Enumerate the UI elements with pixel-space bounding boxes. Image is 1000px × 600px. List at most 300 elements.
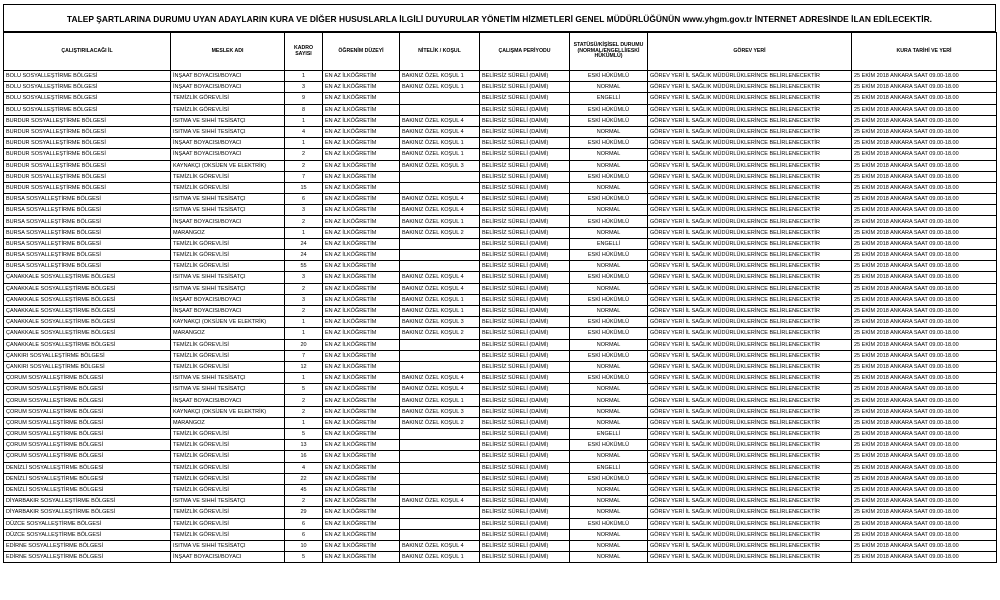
cell-kadro: 1 <box>285 328 323 339</box>
cell-gorev-yeri: GÖREV YERİ İL SAĞLIK MÜDÜRLÜKLERİNCE BELİRLENECEKTİR <box>648 194 852 205</box>
cell-statu: ESKİ HÜKÜMLÜ <box>570 138 648 149</box>
cell-kura: 25 EKİM 2018 ANKARA SAAT 09.00-18.00 <box>852 305 997 316</box>
cell-statu: ESKİ HÜKÜMLÜ <box>570 294 648 305</box>
cell-meslek: TEMİZLİK GÖREVLİSİ <box>171 182 285 193</box>
table-body <box>4 71 997 563</box>
cell-gorev-yeri: GÖREV YERİ İL SAĞLIK MÜDÜRLÜKLERİNCE BELİRLENECEKTİR <box>648 350 852 361</box>
cell-kura: 25 EKİM 2018 ANKARA SAAT 09.00-18.00 <box>852 384 997 395</box>
cell-ogrenim: EN AZ İLKÖĞRETİM <box>323 395 400 406</box>
cell-periyot: BELİRSİZ SÜRELİ (DAİMİ) <box>480 417 570 428</box>
header-ogrenim: ÖĞRENİM DÜZEYİ <box>323 33 400 71</box>
cell-il: ÇORUM SOSYALLEŞTİRME BÖLGESİ <box>4 406 171 417</box>
cell-gorev-yeri: GÖREV YERİ İL SAĞLIK MÜDÜRLÜKLERİNCE BELİRLENECEKTİR <box>648 540 852 551</box>
cell-statu: ESKİ HÜKÜMLÜ <box>570 104 648 115</box>
cell-statu: NORMAL <box>570 484 648 495</box>
cell-kura: 25 EKİM 2018 ANKARA SAAT 09.00-18.00 <box>852 149 997 160</box>
cell-kadro: 2 <box>285 395 323 406</box>
cell-ogrenim: EN AZ İLKÖĞRETİM <box>323 552 400 563</box>
cell-kura: 25 EKİM 2018 ANKARA SAAT 09.00-18.00 <box>852 429 997 440</box>
cell-nitelik: BAKINIZ ÖZEL KOŞUL 3 <box>400 406 480 417</box>
cell-gorev-yeri: GÖREV YERİ İL SAĞLIK MÜDÜRLÜKLERİNCE BELİRLENECEKTİR <box>648 115 852 126</box>
cell-il: ÇORUM SOSYALLEŞTİRME BÖLGESİ <box>4 395 171 406</box>
cell-kura: 25 EKİM 2018 ANKARA SAAT 09.00-18.00 <box>852 484 997 495</box>
cell-meslek: MARANGOZ <box>171 417 285 428</box>
cell-il: ÇANKIRI SOSYALLEŞTİRME BÖLGESİ <box>4 361 171 372</box>
table-row <box>4 171 997 182</box>
cell-il: DENİZLİ SOSYALLEŞTİRME BÖLGESİ <box>4 473 171 484</box>
cell-ogrenim: EN AZ İLKÖĞRETİM <box>323 82 400 93</box>
cell-periyot: BELİRSİZ SÜRELİ (DAİMİ) <box>480 496 570 507</box>
cell-nitelik: BAKINIZ ÖZEL KOŞUL 4 <box>400 126 480 137</box>
cell-statu: ENGELLİ <box>570 462 648 473</box>
cell-periyot: BELİRSİZ SÜRELİ (DAİMİ) <box>480 283 570 294</box>
table-row <box>4 104 997 115</box>
cell-statu: NORMAL <box>570 160 648 171</box>
cell-kadro: 5 <box>285 552 323 563</box>
cell-nitelik: BAKINIZ ÖZEL KOŞUL 4 <box>400 205 480 216</box>
cell-ogrenim: EN AZ İLKÖĞRETİM <box>323 406 400 417</box>
cell-ogrenim: EN AZ İLKÖĞRETİM <box>323 417 400 428</box>
cell-kura: 25 EKİM 2018 ANKARA SAAT 09.00-18.00 <box>852 361 997 372</box>
cell-ogrenim: EN AZ İLKÖĞRETİM <box>323 529 400 540</box>
cell-nitelik <box>400 261 480 272</box>
cell-il: BOLU SOSYALLEŞTİRME BÖLGESİ <box>4 93 171 104</box>
cell-nitelik <box>400 361 480 372</box>
cell-meslek: TEMİZLİK GÖREVLİSİ <box>171 339 285 350</box>
cell-kadro: 1 <box>285 373 323 384</box>
cell-ogrenim: EN AZ İLKÖĞRETİM <box>323 238 400 249</box>
cell-gorev-yeri: GÖREV YERİ İL SAĞLIK MÜDÜRLÜKLERİNCE BELİRLENECEKTİR <box>648 529 852 540</box>
table-row <box>4 294 997 305</box>
cell-periyot: BELİRSİZ SÜRELİ (DAİMİ) <box>480 160 570 171</box>
cell-periyot: BELİRSİZ SÜRELİ (DAİMİ) <box>480 350 570 361</box>
cell-il: EDİRNE SOSYALLEŞTİRME BÖLGESİ <box>4 540 171 551</box>
cell-nitelik: BAKINIZ ÖZEL KOŞUL 4 <box>400 373 480 384</box>
cell-ogrenim: EN AZ İLKÖĞRETİM <box>323 205 400 216</box>
cell-periyot: BELİRSİZ SÜRELİ (DAİMİ) <box>480 451 570 462</box>
cell-ogrenim: EN AZ İLKÖĞRETİM <box>323 160 400 171</box>
cell-periyot: BELİRSİZ SÜRELİ (DAİMİ) <box>480 115 570 126</box>
cell-gorev-yeri: GÖREV YERİ İL SAĞLIK MÜDÜRLÜKLERİNCE BELİRLENECEKTİR <box>648 552 852 563</box>
table-row <box>4 462 997 473</box>
cell-nitelik <box>400 250 480 261</box>
cell-kadro: 29 <box>285 507 323 518</box>
table-row <box>4 496 997 507</box>
cell-gorev-yeri: GÖREV YERİ İL SAĞLIK MÜDÜRLÜKLERİNCE BELİRLENECEKTİR <box>648 406 852 417</box>
cell-statu: ESKİ HÜKÜMLÜ <box>570 373 648 384</box>
cell-nitelik <box>400 484 480 495</box>
cell-periyot: BELİRSİZ SÜRELİ (DAİMİ) <box>480 540 570 551</box>
cell-il: ÇORUM SOSYALLEŞTİRME BÖLGESİ <box>4 373 171 384</box>
cell-meslek: TEMİZLİK GÖREVLİSİ <box>171 518 285 529</box>
cell-kadro: 1 <box>285 71 323 82</box>
cell-il: ÇORUM SOSYALLEŞTİRME BÖLGESİ <box>4 451 171 462</box>
cell-periyot: BELİRSİZ SÜRELİ (DAİMİ) <box>480 126 570 137</box>
cell-ogrenim: EN AZ İLKÖĞRETİM <box>323 339 400 350</box>
cell-gorev-yeri: GÖREV YERİ İL SAĞLIK MÜDÜRLÜKLERİNCE BELİRLENECEKTİR <box>648 328 852 339</box>
cell-kadro: 4 <box>285 126 323 137</box>
cell-gorev-yeri: GÖREV YERİ İL SAĞLIK MÜDÜRLÜKLERİNCE BELİRLENECEKTİR <box>648 250 852 261</box>
cell-kadro: 13 <box>285 440 323 451</box>
cell-kadro: 8 <box>285 104 323 115</box>
table-row <box>4 350 997 361</box>
cell-kura: 25 EKİM 2018 ANKARA SAAT 09.00-18.00 <box>852 328 997 339</box>
cell-meslek: TEMİZLİK GÖREVLİSİ <box>171 261 285 272</box>
cell-gorev-yeri: GÖREV YERİ İL SAĞLIK MÜDÜRLÜKLERİNCE BELİRLENECEKTİR <box>648 417 852 428</box>
header-periyot: ÇALIŞMA PERİYODU <box>480 33 570 71</box>
cell-statu: ESKİ HÜKÜMLÜ <box>570 171 648 182</box>
cell-il: ÇORUM SOSYALLEŞTİRME BÖLGESİ <box>4 417 171 428</box>
cell-il: BURSA SOSYALLEŞTİRME BÖLGESİ <box>4 216 171 227</box>
cell-meslek: İNŞAAT BOYACISI/BOYACI <box>171 138 285 149</box>
cell-gorev-yeri: GÖREV YERİ İL SAĞLIK MÜDÜRLÜKLERİNCE BELİRLENECEKTİR <box>648 361 852 372</box>
cell-kadro: 12 <box>285 361 323 372</box>
cell-nitelik: BAKINIZ ÖZEL KOŞUL 1 <box>400 138 480 149</box>
cell-statu: NORMAL <box>570 529 648 540</box>
cell-gorev-yeri: GÖREV YERİ İL SAĞLIK MÜDÜRLÜKLERİNCE BELİRLENECEKTİR <box>648 395 852 406</box>
cell-kadro: 7 <box>285 171 323 182</box>
cell-periyot: BELİRSİZ SÜRELİ (DAİMİ) <box>480 272 570 283</box>
cell-nitelik <box>400 93 480 104</box>
cell-periyot: BELİRSİZ SÜRELİ (DAİMİ) <box>480 328 570 339</box>
cell-periyot: BELİRSİZ SÜRELİ (DAİMİ) <box>480 484 570 495</box>
cell-statu: ENGELLİ <box>570 93 648 104</box>
cell-meslek: İNŞAAT BOYACISI/BOYACI <box>171 395 285 406</box>
cell-ogrenim: EN AZ İLKÖĞRETİM <box>323 429 400 440</box>
cell-periyot: BELİRSİZ SÜRELİ (DAİMİ) <box>480 339 570 350</box>
cell-ogrenim: EN AZ İLKÖĞRETİM <box>323 194 400 205</box>
cell-il: DÜZCE SOSYALLEŞTİRME BÖLGESİ <box>4 518 171 529</box>
cell-ogrenim: EN AZ İLKÖĞRETİM <box>323 227 400 238</box>
table-row <box>4 395 997 406</box>
cell-statu: NORMAL <box>570 283 648 294</box>
cell-meslek: MARANGOZ <box>171 328 285 339</box>
table-row <box>4 339 997 350</box>
cell-nitelik <box>400 451 480 462</box>
cell-statu: NORMAL <box>570 126 648 137</box>
cell-nitelik <box>400 104 480 115</box>
table-row <box>4 305 997 316</box>
cell-gorev-yeri: GÖREV YERİ İL SAĞLIK MÜDÜRLÜKLERİNCE BELİRLENECEKTİR <box>648 484 852 495</box>
cell-meslek: TEMİZLİK GÖREVLİSİ <box>171 507 285 518</box>
cell-gorev-yeri: GÖREV YERİ İL SAĞLIK MÜDÜRLÜKLERİNCE BELİRLENECEKTİR <box>648 149 852 160</box>
cell-gorev-yeri: GÖREV YERİ İL SAĞLIK MÜDÜRLÜKLERİNCE BELİRLENECEKTİR <box>648 104 852 115</box>
table-row <box>4 440 997 451</box>
table-row <box>4 250 997 261</box>
table-row <box>4 429 997 440</box>
cell-il: ÇANAKKALE SOSYALLEŞTİRME BÖLGESİ <box>4 305 171 316</box>
cell-kura: 25 EKİM 2018 ANKARA SAAT 09.00-18.00 <box>852 518 997 529</box>
cell-statu: NORMAL <box>570 451 648 462</box>
header-il: ÇALIŞTIRILACAĞI İL <box>4 33 171 71</box>
cell-kadro: 6 <box>285 194 323 205</box>
cell-il: ÇANKIRI SOSYALLEŞTİRME BÖLGESİ <box>4 350 171 361</box>
cell-gorev-yeri: GÖREV YERİ İL SAĞLIK MÜDÜRLÜKLERİNCE BELİRLENECEKTİR <box>648 171 852 182</box>
table-header <box>4 33 997 71</box>
cell-il: BURDUR SOSYALLEŞTİRME BÖLGESİ <box>4 160 171 171</box>
cell-gorev-yeri: GÖREV YERİ İL SAĞLIK MÜDÜRLÜKLERİNCE BELİRLENECEKTİR <box>648 160 852 171</box>
table-row <box>4 473 997 484</box>
cell-kadro: 1 <box>285 317 323 328</box>
cell-gorev-yeri: GÖREV YERİ İL SAĞLIK MÜDÜRLÜKLERİNCE BELİRLENECEKTİR <box>648 429 852 440</box>
cell-gorev-yeri: GÖREV YERİ İL SAĞLIK MÜDÜRLÜKLERİNCE BELİRLENECEKTİR <box>648 440 852 451</box>
cell-gorev-yeri: GÖREV YERİ İL SAĞLIK MÜDÜRLÜKLERİNCE BELİRLENECEKTİR <box>648 93 852 104</box>
cell-il: DİYARBAKIR SOSYALLEŞTİRME BÖLGESİ <box>4 496 171 507</box>
cell-gorev-yeri: GÖREV YERİ İL SAĞLIK MÜDÜRLÜKLERİNCE BELİRLENECEKTİR <box>648 507 852 518</box>
cell-nitelik <box>400 518 480 529</box>
cell-nitelik: BAKINIZ ÖZEL KOŞUL 4 <box>400 283 480 294</box>
cell-statu: NORMAL <box>570 339 648 350</box>
cell-il: BOLU SOSYALLEŞTİRME BÖLGESİ <box>4 82 171 93</box>
cell-meslek: KAYNAKÇI (OKSİJEN VE ELEKTRİK) <box>171 406 285 417</box>
cell-kadro: 6 <box>285 518 323 529</box>
cell-meslek: ISITMA VE SIHHİ TESİSATÇI <box>171 373 285 384</box>
cell-meslek: TEMİZLİK GÖREVLİSİ <box>171 440 285 451</box>
table-row <box>4 328 997 339</box>
cell-periyot: BELİRSİZ SÜRELİ (DAİMİ) <box>480 507 570 518</box>
cell-il: BURSA SOSYALLEŞTİRME BÖLGESİ <box>4 205 171 216</box>
cell-statu: ESKİ HÜKÜMLÜ <box>570 350 648 361</box>
cell-nitelik: BAKINIZ ÖZEL KOŞUL 2 <box>400 328 480 339</box>
cell-il: ÇANAKKALE SOSYALLEŞTİRME BÖLGESİ <box>4 339 171 350</box>
cell-ogrenim: EN AZ İLKÖĞRETİM <box>323 182 400 193</box>
table-row <box>4 82 997 93</box>
cell-meslek: İNŞAAT BOYACISI/BOYACI <box>171 82 285 93</box>
cell-gorev-yeri: GÖREV YERİ İL SAĞLIK MÜDÜRLÜKLERİNCE BELİRLENECEKTİR <box>648 182 852 193</box>
cell-periyot: BELİRSİZ SÜRELİ (DAİMİ) <box>480 429 570 440</box>
cell-kura: 25 EKİM 2018 ANKARA SAAT 09.00-18.00 <box>852 205 997 216</box>
cell-gorev-yeri: GÖREV YERİ İL SAĞLIK MÜDÜRLÜKLERİNCE BELİRLENECEKTİR <box>648 138 852 149</box>
cell-kadro: 16 <box>285 451 323 462</box>
cell-nitelik: BAKINIZ ÖZEL KOŞUL 4 <box>400 194 480 205</box>
cell-periyot: BELİRSİZ SÜRELİ (DAİMİ) <box>480 194 570 205</box>
header-kadro: KADRO SAYISI <box>285 33 323 71</box>
header-meslek: MESLEK ADI <box>171 33 285 71</box>
cell-periyot: BELİRSİZ SÜRELİ (DAİMİ) <box>480 82 570 93</box>
cell-periyot: BELİRSİZ SÜRELİ (DAİMİ) <box>480 182 570 193</box>
cell-meslek: ISITMA VE SIHHİ TESİSATÇI <box>171 126 285 137</box>
cell-kura: 25 EKİM 2018 ANKARA SAAT 09.00-18.00 <box>852 138 997 149</box>
cell-statu: ENGELLİ <box>570 238 648 249</box>
cell-meslek: ISITMA VE SIHHİ TESİSATÇI <box>171 205 285 216</box>
cell-periyot: BELİRSİZ SÜRELİ (DAİMİ) <box>480 138 570 149</box>
cell-kadro: 2 <box>285 216 323 227</box>
cell-kura: 25 EKİM 2018 ANKARA SAAT 09.00-18.00 <box>852 373 997 384</box>
cell-kadro: 45 <box>285 484 323 495</box>
cell-periyot: BELİRSİZ SÜRELİ (DAİMİ) <box>480 238 570 249</box>
cell-periyot: BELİRSİZ SÜRELİ (DAİMİ) <box>480 104 570 115</box>
cell-kadro: 20 <box>285 339 323 350</box>
cell-meslek: ISITMA VE SIHHİ TESİSATÇI <box>171 496 285 507</box>
header-nitelik: NİTELİK / KOŞUL <box>400 33 480 71</box>
cell-kura: 25 EKİM 2018 ANKARA SAAT 09.00-18.00 <box>852 227 997 238</box>
cell-meslek: TEMİZLİK GÖREVLİSİ <box>171 529 285 540</box>
cell-il: BOLU SOSYALLEŞTİRME BÖLGESİ <box>4 104 171 115</box>
table-row <box>4 238 997 249</box>
cell-il: EDİRNE SOSYALLEŞTİRME BÖLGESİ <box>4 552 171 563</box>
cell-statu: NORMAL <box>570 406 648 417</box>
table-row <box>4 160 997 171</box>
cell-periyot: BELİRSİZ SÜRELİ (DAİMİ) <box>480 373 570 384</box>
cell-il: BURDUR SOSYALLEŞTİRME BÖLGESİ <box>4 138 171 149</box>
cell-statu: ESKİ HÜKÜMLÜ <box>570 250 648 261</box>
table-row <box>4 283 997 294</box>
cell-meslek: TEMİZLİK GÖREVLİSİ <box>171 93 285 104</box>
cell-ogrenim: EN AZ İLKÖĞRETİM <box>323 126 400 137</box>
cell-kura: 25 EKİM 2018 ANKARA SAAT 09.00-18.00 <box>852 126 997 137</box>
cell-nitelik: BAKINIZ ÖZEL KOŞUL 2 <box>400 227 480 238</box>
table-row <box>4 317 997 328</box>
cell-periyot: BELİRSİZ SÜRELİ (DAİMİ) <box>480 440 570 451</box>
cell-meslek: TEMİZLİK GÖREVLİSİ <box>171 462 285 473</box>
cell-ogrenim: EN AZ İLKÖĞRETİM <box>323 484 400 495</box>
table-row <box>4 361 997 372</box>
cell-periyot: BELİRSİZ SÜRELİ (DAİMİ) <box>480 261 570 272</box>
cell-meslek: TEMİZLİK GÖREVLİSİ <box>171 429 285 440</box>
cell-periyot: BELİRSİZ SÜRELİ (DAİMİ) <box>480 384 570 395</box>
cell-gorev-yeri: GÖREV YERİ İL SAĞLIK MÜDÜRLÜKLERİNCE BELİRLENECEKTİR <box>648 384 852 395</box>
cell-statu: NORMAL <box>570 417 648 428</box>
cell-gorev-yeri: GÖREV YERİ İL SAĞLIK MÜDÜRLÜKLERİNCE BELİRLENECEKTİR <box>648 71 852 82</box>
cell-kura: 25 EKİM 2018 ANKARA SAAT 09.00-18.00 <box>852 115 997 126</box>
cell-gorev-yeri: GÖREV YERİ İL SAĞLIK MÜDÜRLÜKLERİNCE BELİRLENECEKTİR <box>648 126 852 137</box>
cell-kura: 25 EKİM 2018 ANKARA SAAT 09.00-18.00 <box>852 104 997 115</box>
cell-ogrenim: EN AZ İLKÖĞRETİM <box>323 473 400 484</box>
table-row <box>4 93 997 104</box>
cell-periyot: BELİRSİZ SÜRELİ (DAİMİ) <box>480 149 570 160</box>
cell-periyot: BELİRSİZ SÜRELİ (DAİMİ) <box>480 250 570 261</box>
cell-kadro: 3 <box>285 272 323 283</box>
cell-nitelik <box>400 182 480 193</box>
cell-kura: 25 EKİM 2018 ANKARA SAAT 09.00-18.00 <box>852 238 997 249</box>
cell-periyot: BELİRSİZ SÜRELİ (DAİMİ) <box>480 205 570 216</box>
cell-periyot: BELİRSİZ SÜRELİ (DAİMİ) <box>480 71 570 82</box>
cell-statu: NORMAL <box>570 182 648 193</box>
table-row <box>4 384 997 395</box>
table-row <box>4 216 997 227</box>
cell-kadro: 3 <box>285 294 323 305</box>
cell-kadro: 4 <box>285 462 323 473</box>
cell-kura: 25 EKİM 2018 ANKARA SAAT 09.00-18.00 <box>852 339 997 350</box>
table-row <box>4 194 997 205</box>
cell-kadro: 3 <box>285 82 323 93</box>
cell-nitelik: BAKINIZ ÖZEL KOŞUL 4 <box>400 496 480 507</box>
cell-il: BURSA SOSYALLEŞTİRME BÖLGESİ <box>4 250 171 261</box>
cell-meslek: KAYNAKÇI (OKSİJEN VE ELEKTRİK) <box>171 160 285 171</box>
cell-meslek: TEMİZLİK GÖREVLİSİ <box>171 473 285 484</box>
cell-gorev-yeri: GÖREV YERİ İL SAĞLIK MÜDÜRLÜKLERİNCE BELİRLENECEKTİR <box>648 496 852 507</box>
cell-il: BURDUR SOSYALLEŞTİRME BÖLGESİ <box>4 171 171 182</box>
cell-nitelik <box>400 429 480 440</box>
cell-kadro: 2 <box>285 305 323 316</box>
cell-nitelik <box>400 473 480 484</box>
cell-kura: 25 EKİM 2018 ANKARA SAAT 09.00-18.00 <box>852 182 997 193</box>
table-row <box>4 205 997 216</box>
cell-il: DİYARBAKIR SOSYALLEŞTİRME BÖLGESİ <box>4 507 171 518</box>
cell-statu: ESKİ HÜKÜMLÜ <box>570 473 648 484</box>
table-row <box>4 417 997 428</box>
cell-gorev-yeri: GÖREV YERİ İL SAĞLIK MÜDÜRLÜKLERİNCE BELİRLENECEKTİR <box>648 373 852 384</box>
cell-ogrenim: EN AZ İLKÖĞRETİM <box>323 104 400 115</box>
cell-il: DENİZLİ SOSYALLEŞTİRME BÖLGESİ <box>4 484 171 495</box>
cell-statu: ESKİ HÜKÜMLÜ <box>570 328 648 339</box>
cell-ogrenim: EN AZ İLKÖĞRETİM <box>323 462 400 473</box>
cell-nitelik: BAKINIZ ÖZEL KOŞUL 1 <box>400 395 480 406</box>
cell-ogrenim: EN AZ İLKÖĞRETİM <box>323 272 400 283</box>
cell-nitelik <box>400 462 480 473</box>
cell-statu: NORMAL <box>570 496 648 507</box>
table-row <box>4 272 997 283</box>
cell-ogrenim: EN AZ İLKÖĞRETİM <box>323 507 400 518</box>
cell-kadro: 2 <box>285 406 323 417</box>
table-row <box>4 261 997 272</box>
cell-kadro: 1 <box>285 417 323 428</box>
cell-periyot: BELİRSİZ SÜRELİ (DAİMİ) <box>480 294 570 305</box>
cell-meslek: TEMİZLİK GÖREVLİSİ <box>171 104 285 115</box>
cell-nitelik: BAKINIZ ÖZEL KOŞUL 3 <box>400 160 480 171</box>
cell-kura: 25 EKİM 2018 ANKARA SAAT 09.00-18.00 <box>852 417 997 428</box>
table-row <box>4 115 997 126</box>
cell-nitelik: BAKINIZ ÖZEL KOŞUL 1 <box>400 294 480 305</box>
cell-ogrenim: EN AZ İLKÖĞRETİM <box>323 361 400 372</box>
cell-kura: 25 EKİM 2018 ANKARA SAAT 09.00-18.00 <box>852 171 997 182</box>
cell-nitelik: BAKINIZ ÖZEL KOŞUL 2 <box>400 417 480 428</box>
cell-periyot: BELİRSİZ SÜRELİ (DAİMİ) <box>480 227 570 238</box>
cell-nitelik: BAKINIZ ÖZEL KOŞUL 1 <box>400 149 480 160</box>
cell-meslek: İNŞAAT BOYACISI/BOYACI <box>171 294 285 305</box>
cell-ogrenim: EN AZ İLKÖĞRETİM <box>323 115 400 126</box>
cell-ogrenim: EN AZ İLKÖĞRETİM <box>323 71 400 82</box>
table-row <box>4 71 997 82</box>
listing-table <box>3 32 997 563</box>
cell-meslek: İNŞAAT BOYACISI/BOYACI <box>171 216 285 227</box>
cell-il: BURSA SOSYALLEŞTİRME BÖLGESİ <box>4 238 171 249</box>
cell-meslek: İNŞAAT BOYACISI/BOYACI <box>171 149 285 160</box>
cell-kura: 25 EKİM 2018 ANKARA SAAT 09.00-18.00 <box>852 440 997 451</box>
cell-statu: NORMAL <box>570 507 648 518</box>
cell-meslek: ISITMA VE SIHHİ TESİSATÇI <box>171 272 285 283</box>
cell-gorev-yeri: GÖREV YERİ İL SAĞLIK MÜDÜRLÜKLERİNCE BELİRLENECEKTİR <box>648 317 852 328</box>
cell-kadro: 24 <box>285 238 323 249</box>
cell-kadro: 2 <box>285 149 323 160</box>
cell-kura: 25 EKİM 2018 ANKARA SAAT 09.00-18.00 <box>852 160 997 171</box>
cell-statu: ESKİ HÜKÜMLÜ <box>570 272 648 283</box>
cell-periyot: BELİRSİZ SÜRELİ (DAİMİ) <box>480 529 570 540</box>
cell-ogrenim: EN AZ İLKÖĞRETİM <box>323 384 400 395</box>
cell-il: BURDUR SOSYALLEŞTİRME BÖLGESİ <box>4 182 171 193</box>
cell-meslek: ISITMA VE SIHHİ TESİSATÇI <box>171 115 285 126</box>
cell-periyot: BELİRSİZ SÜRELİ (DAİMİ) <box>480 518 570 529</box>
cell-kura: 25 EKİM 2018 ANKARA SAAT 09.00-18.00 <box>852 529 997 540</box>
cell-kura: 25 EKİM 2018 ANKARA SAAT 09.00-18.00 <box>852 250 997 261</box>
cell-ogrenim: EN AZ İLKÖĞRETİM <box>323 350 400 361</box>
cell-nitelik: BAKINIZ ÖZEL KOŞUL 1 <box>400 82 480 93</box>
cell-ogrenim: EN AZ İLKÖĞRETİM <box>323 250 400 261</box>
cell-statu: ESKİ HÜKÜMLÜ <box>570 216 648 227</box>
cell-kadro: 22 <box>285 473 323 484</box>
header-row <box>4 33 997 71</box>
cell-gorev-yeri: GÖREV YERİ İL SAĞLIK MÜDÜRLÜKLERİNCE BELİRLENECEKTİR <box>648 283 852 294</box>
cell-ogrenim: EN AZ İLKÖĞRETİM <box>323 373 400 384</box>
cell-statu: ESKİ HÜKÜMLÜ <box>570 518 648 529</box>
cell-nitelik: BAKINIZ ÖZEL KOŞUL 1 <box>400 552 480 563</box>
cell-statu: NORMAL <box>570 305 648 316</box>
cell-il: DÜZCE SOSYALLEŞTİRME BÖLGESİ <box>4 529 171 540</box>
cell-periyot: BELİRSİZ SÜRELİ (DAİMİ) <box>480 171 570 182</box>
cell-kura: 25 EKİM 2018 ANKARA SAAT 09.00-18.00 <box>852 473 997 484</box>
cell-ogrenim: EN AZ İLKÖĞRETİM <box>323 171 400 182</box>
cell-nitelik: BAKINIZ ÖZEL KOŞUL 1 <box>400 305 480 316</box>
